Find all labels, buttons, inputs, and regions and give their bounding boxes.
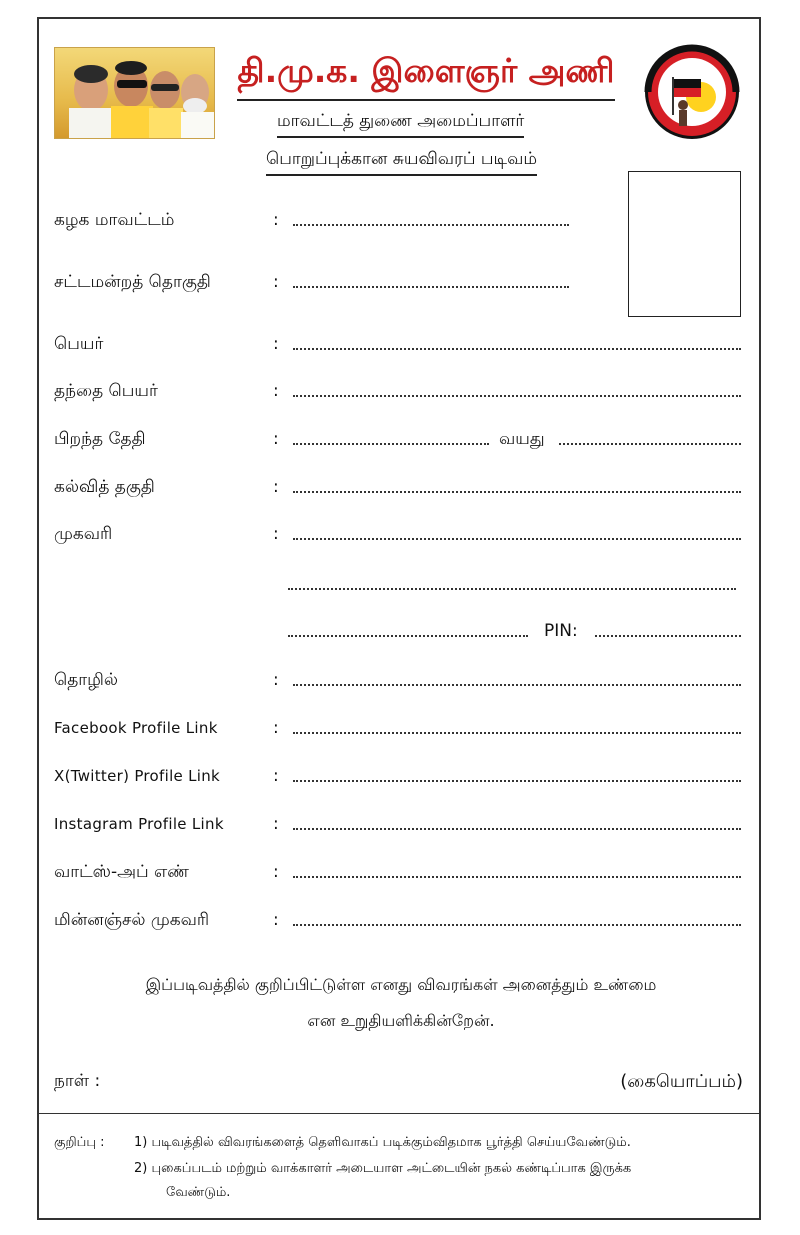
notes-divider — [39, 1113, 759, 1114]
colon: : — [273, 718, 279, 738]
field-row-occupation — [39, 665, 763, 695]
fill-in-line[interactable] — [293, 443, 489, 445]
field-row-education — [39, 472, 763, 502]
declaration-line: இப்படிவத்தில் குறிப்பிட்டுள்ள எனது விவரங்கள் அனைத்தும் உண்மை — [145, 975, 657, 994]
field-row-father-name — [39, 376, 763, 406]
note-item: 1) படிவத்தில் விவரங்களைத் தெளிவாகப் படிக்கும்விதமாக பூர்த்தி செய்யவேண்டும். — [134, 1135, 631, 1150]
field-label: முகவரி — [54, 524, 113, 544]
fill-in-line[interactable] — [288, 588, 736, 590]
field-row-address — [39, 519, 763, 549]
colon: : — [273, 524, 279, 544]
colon: : — [273, 334, 279, 354]
pin-fill-in-line[interactable] — [595, 635, 741, 637]
declaration-text — [69, 967, 733, 1039]
leaders-portrait-image — [54, 47, 215, 139]
colon: : — [273, 477, 279, 497]
field-label: தந்தை பெயர் — [54, 381, 158, 401]
colon: : — [273, 862, 279, 882]
fill-in-line[interactable] — [293, 732, 741, 734]
field-label: பிறந்த தேதி — [54, 429, 146, 449]
field-row-date-of-birth — [39, 424, 763, 454]
note-item: 2) புகைப்படம் மற்றும் வாக்காளர் அடையாள அட்டையின் நகல் கண்டிப்பாக இருக்க — [134, 1161, 632, 1176]
colon: : — [273, 210, 279, 230]
field-label: கல்வித் தகுதி — [54, 477, 155, 497]
colon: : — [273, 766, 279, 786]
address-line-2 — [39, 569, 763, 599]
fill-in-line[interactable] — [293, 828, 741, 830]
fill-in-line[interactable] — [293, 348, 741, 350]
note-item-continuation: வேண்டும். — [166, 1185, 231, 1200]
field-label: பெயர் — [54, 334, 104, 354]
fill-in-line[interactable] — [293, 286, 569, 288]
party-logo — [643, 43, 741, 141]
signature-label: (கையொப்பம்) — [620, 1071, 743, 1092]
fill-in-line[interactable] — [293, 684, 741, 686]
notes-title: குறிப்பு : — [54, 1135, 105, 1150]
colon: : — [273, 910, 279, 930]
colon: : — [273, 814, 279, 834]
date-label: நாள் : — [54, 1071, 101, 1091]
colon: : — [273, 381, 279, 401]
field-label: X(Twitter) Profile Link — [54, 767, 221, 785]
field-row-name — [39, 329, 763, 359]
field-label: Instagram Profile Link — [54, 815, 224, 833]
form-title: தி.மு.க. இளைஞர் அணி — [237, 51, 615, 101]
fill-in-line[interactable] — [293, 224, 569, 226]
field-label: கழக மாவட்டம் — [54, 210, 175, 230]
address-line-3 — [39, 616, 763, 646]
form-subtitle-purpose: பொறுப்புக்கான சுயவிவரப் படிவம் — [266, 149, 537, 176]
fill-in-line[interactable] — [293, 395, 741, 397]
field-row-email — [39, 905, 763, 935]
field-row-instagram — [39, 809, 763, 839]
fill-in-line[interactable] — [293, 538, 741, 540]
form-subtitle-role: மாவட்டத் துணை அமைப்பாளர் — [277, 111, 524, 138]
colon: : — [273, 429, 279, 449]
fill-in-line[interactable] — [293, 780, 741, 782]
field-row-constituency — [39, 267, 763, 297]
application-form — [37, 17, 761, 1220]
field-label: சட்டமன்றத் தொகுதி — [54, 272, 211, 292]
colon: : — [273, 272, 279, 292]
field-label: மின்னஞ்சல் முகவரி — [54, 910, 210, 930]
fill-in-line[interactable] — [293, 876, 741, 878]
fill-in-line[interactable] — [293, 491, 741, 493]
field-row-party-district — [39, 205, 763, 235]
fill-in-line[interactable] — [288, 635, 528, 637]
field-row-whatsapp — [39, 857, 763, 887]
field-label: வாட்ஸ்-அப் எண் — [54, 862, 189, 882]
field-label: Facebook Profile Link — [54, 719, 218, 737]
field-row-twitter — [39, 761, 763, 791]
declaration-line: என உறுதியளிக்கின்றேன். — [307, 1011, 495, 1030]
colon: : — [273, 670, 279, 690]
field-row-facebook — [39, 713, 763, 743]
pin-label: PIN: — [544, 621, 578, 641]
age-fill-in-line[interactable] — [559, 443, 741, 445]
field-label: தொழில் — [54, 670, 119, 690]
age-label: வயது — [499, 429, 545, 449]
fill-in-line[interactable] — [293, 924, 741, 926]
